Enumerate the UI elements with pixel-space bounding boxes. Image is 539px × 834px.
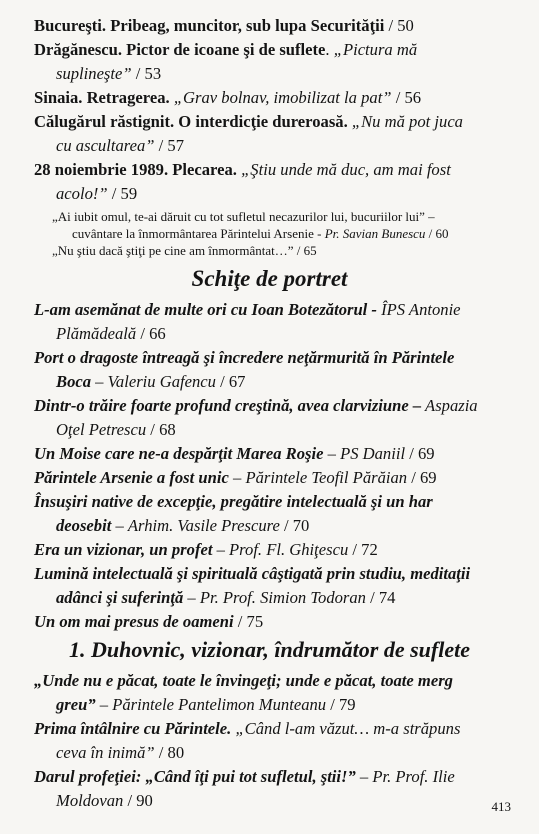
entry-author: Pr. Prof. Simion Todoran — [199, 588, 366, 607]
toc-entry — [34, 394, 526, 442]
entry-title: Sinaia. Retragerea. — [34, 88, 170, 107]
entry-title: „Unde nu e păcat, toate le învingeţi; unde e păcat, toate merg — [34, 671, 453, 690]
toc-entry — [34, 158, 526, 206]
entry-sep: . — [325, 40, 334, 59]
toc-entry — [34, 610, 526, 634]
entry-page: / 59 — [107, 184, 138, 203]
entry-title-cont: Boca — [56, 372, 92, 391]
entry-quote: „Grav bolnav, imobilizat la pat” — [173, 88, 392, 107]
entry-sep: – — [323, 444, 341, 463]
entry-page: / 66 — [136, 324, 166, 343]
toc-entry — [34, 346, 526, 394]
entry-title: Drăgănescu. Pictor de icoane şi de suflete — [34, 40, 326, 59]
entry-page: / 67 — [215, 372, 246, 391]
page-number: 413 — [491, 799, 511, 814]
section-heading: Schiţe de portret — [191, 266, 348, 291]
entry-title-cont: deosebit — [56, 516, 112, 535]
entry-page: / 57 — [154, 136, 184, 155]
entry-quote: „Nu mă pot juca — [351, 112, 463, 131]
entry-author: Aspazia — [421, 396, 478, 415]
entry-title: Era un vizionar, un profet — [34, 540, 213, 559]
entry-quote-cont: ceva în inimă” — [56, 743, 155, 762]
entry-author: Arhim. Vasile Prescure — [127, 516, 280, 535]
entry-title: Un om mai presus de oameni — [34, 612, 234, 631]
entry-page: / 72 — [348, 540, 378, 559]
entry-title: Însuşiri native de excepţie, pregătire intelectuală şi un har — [34, 492, 433, 511]
entry-author: ÎPS Antonie — [381, 300, 461, 319]
toc-entry — [34, 717, 526, 765]
entry-title: L-am asemănat de multe ori cu Ioan Botezătorul - — [34, 300, 377, 319]
entry-title: 28 noiembrie 1989. Plecarea. — [34, 160, 237, 179]
entry-title: Dintr-o trăire foarte profund creştină, avea clarviziune – — [34, 396, 422, 415]
entry-author-cont: Plămădeală — [56, 324, 137, 343]
entry-quote: „Când l-am văzut… m-a străpuns — [231, 719, 461, 738]
section-heading: 1. Duhovnic, vizionar, îndrumător de suflete — [69, 637, 470, 662]
toc-entry — [34, 86, 526, 110]
entry-sep: – — [95, 695, 113, 714]
toc-entry — [34, 765, 526, 813]
entry-quote-cont: acolo!” — [56, 184, 108, 203]
toc-entry — [34, 669, 526, 717]
entry-page: / 70 — [279, 516, 310, 535]
quote-text: cuvântare la înmormântarea Părintelui Arsenie - — [72, 226, 325, 241]
toc-entry — [34, 298, 526, 346]
entry-page: / 75 — [233, 612, 264, 631]
entry-page: / 56 — [391, 88, 422, 107]
entry-quote-cont: suplineşte” — [56, 64, 132, 83]
quote-page: / 60 — [425, 226, 449, 241]
entry-sep: – — [183, 588, 200, 607]
toc-entry — [34, 466, 526, 490]
toc-entry — [34, 38, 526, 86]
entry-title-cont: adânci şi suferinţă — [56, 588, 184, 607]
entry-title: Lumină intelectuală şi spirituală câştigată prin studiu, meditaţii — [34, 564, 471, 583]
entry-title: Darul profeţiei: „Când îţi pui tot sufletul, ştii!” — [34, 767, 356, 786]
entry-author: Prof. Fl. Ghiţescu — [229, 540, 349, 559]
toc-entry — [34, 14, 526, 38]
entry-quote-cont: cu ascultarea” — [56, 136, 155, 155]
toc-entry — [34, 538, 526, 562]
quote-line — [72, 225, 449, 242]
entry-author-cont: Moldovan — [56, 791, 124, 810]
entry-sep: – — [212, 540, 230, 559]
quote-text: „Ai iubit omul, te-ai dăruit cu tot sufletul necazurilor lui, bucuriilor lui” – — [52, 209, 435, 224]
entry-author: Pr. Prof. Ilie — [372, 767, 455, 786]
entry-title: Un Moise care ne-a despărţit Marea Roşie — [34, 444, 324, 463]
entry-title: Călugărul răstignit. O interdicţie dureroasă. — [34, 112, 348, 131]
entry-title: Port o dragoste întreagă şi încredere neţărmurită în Părintele — [34, 348, 455, 367]
entry-page: / 53 — [131, 64, 162, 83]
entry-sep: – — [111, 516, 128, 535]
quote-text: „Nu ştiu dacă ştiţi pe cine am înmormântat…” / 65 — [52, 243, 317, 258]
entry-page: / 90 — [123, 791, 153, 810]
entry-page: / 80 — [154, 743, 185, 762]
entry-title: Prima întâlnire cu Părintele. — [34, 719, 232, 738]
entry-quote: „Ştiu unde mă duc, am mai fost — [241, 160, 451, 179]
quote-line — [52, 242, 317, 259]
entry-page: / 50 — [384, 16, 414, 35]
entry-page: / 69 — [405, 444, 435, 463]
toc-entry — [34, 110, 526, 158]
entry-page: / 68 — [146, 420, 176, 439]
entry-sep: – — [91, 372, 108, 391]
toc-entry — [34, 562, 526, 610]
entry-author: PS Daniil — [340, 444, 406, 463]
entry-page: / 74 — [365, 588, 396, 607]
entry-author: Părintele Pantelimon Munteanu — [112, 695, 327, 714]
entry-quote: „Pictura mă — [333, 40, 418, 59]
entry-page: / 69 — [407, 468, 437, 487]
quote-author: Pr. Savian Bunescu — [324, 226, 426, 241]
entry-author-cont: Oţel Petrescu — [56, 420, 147, 439]
quote-line — [52, 208, 435, 225]
toc-entry — [34, 490, 526, 538]
entry-title: Părintele Arsenie a fost unic — [34, 468, 229, 487]
entry-author: Valeriu Gafencu — [107, 372, 216, 391]
entry-title-cont: greu” — [56, 695, 96, 714]
entry-author: Părintele Teofil Părăian — [245, 468, 408, 487]
entry-sep: – — [228, 468, 246, 487]
entry-page: / 79 — [326, 695, 356, 714]
entry-sep: – — [355, 767, 373, 786]
entry-title: Bucureşti. Pribeag, muncitor, sub lupa Securităţii — [34, 16, 385, 35]
toc-entry — [34, 442, 526, 466]
